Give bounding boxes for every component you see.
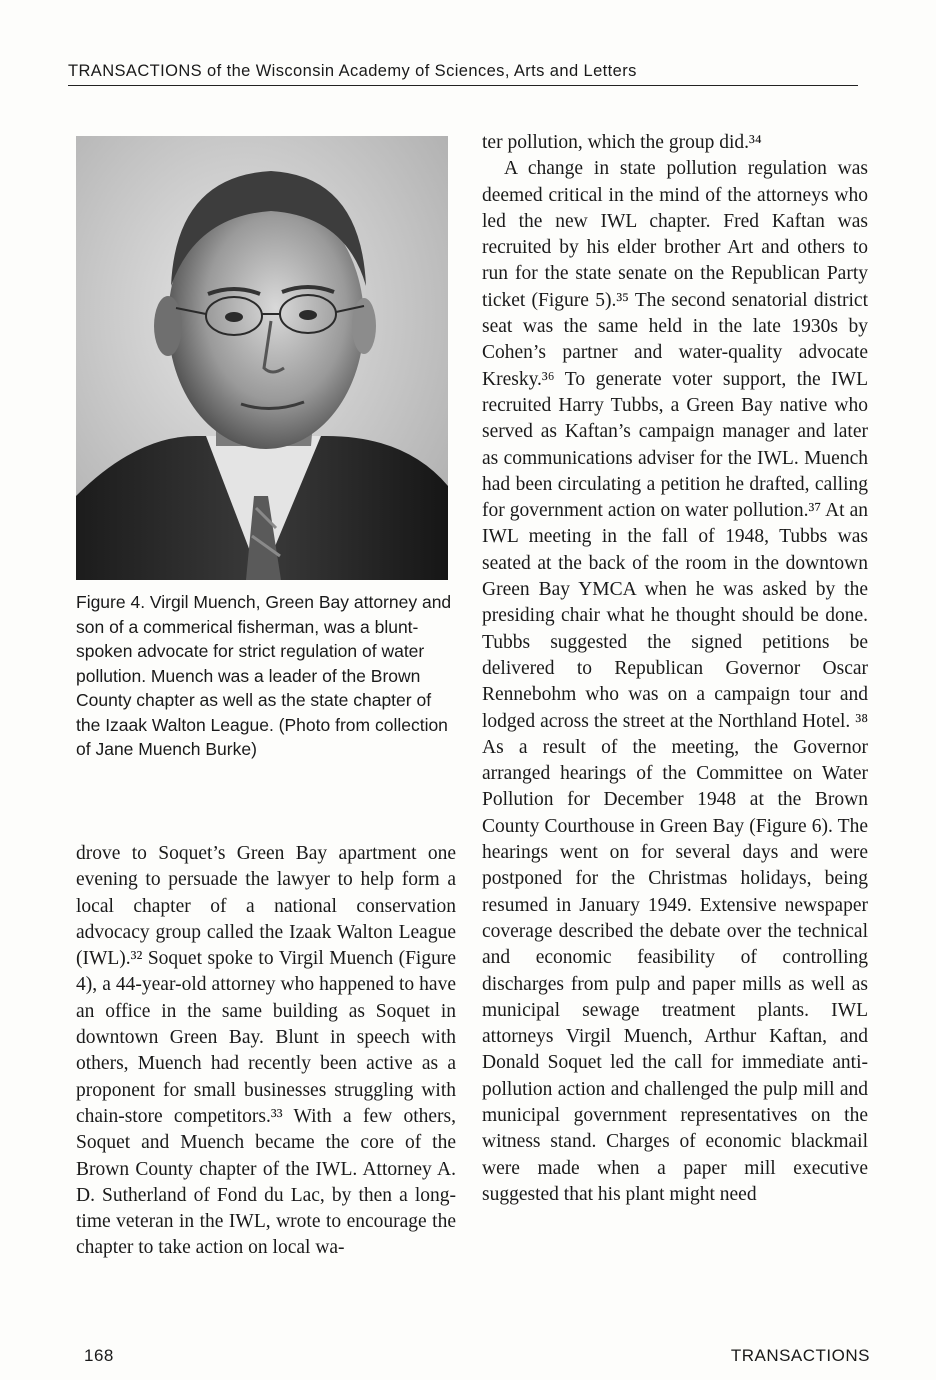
portrait-photo [76,136,448,580]
body-paragraph: ter pollution, which the group did.³⁴ [482,132,762,153]
figure-caption: Figure 4. Virgil Muench, Green Bay attorney and son of a commerical fisherman, was a blunt-spoken advocate for strict regulation of water pollution. Muench was a leader of the Brown County chapter as well as the state chapter of the Izaak Walton League. (Photo from collection of Jane Muench Burke) [76,592,452,759]
running-head: TRANSACTIONS of the Wisconsin Academy of Sciences, Arts and Letters [68,62,858,86]
page-number: 168 [84,1346,114,1365]
journal-name: TRANSACTIONS [730,1346,870,1365]
right-column [482,130,868,1208]
left-column [76,841,456,1262]
body-paragraph: drove to Soquet’s Green Bay apartment one evening to persuade the lawyer to help form a local chapter of a national conservation advocacy group called the Izaak Walton League (IWL).³² Soquet spoke to Virgil Muench (Figure 4), a 44-year-old attorney who happened to have an office in the same building as Soquet in downtown Green Bay. Blunt in speech with others, Muench had recently been active as a proponent for small businesses struggling with chain-store competitors.³³ With a few others, Soquet and Muench became the core of the Brown County chapter of the IWL. Attorney A. D. Sutherland of Fond du Lac, by then a long-time veteran in the IWL, wrote to encourage the chapter to take action on local wa- [76,843,456,1259]
body-paragraph: A change in state pollution regulation was deemed critical in the mind of the attorneys who led the new IWL chapter. Fred Kaftan was recruited by his elder brother Art and others to run for the state senate on the Republican Party ticket (Figure 5).³⁵ The second senatorial district seat was the same held in the late 1930s by Cohen’s partner and water-quality advocate Kresky.³⁶ To generate voter support, the IWL recruited Harry Tubbs, a Green Bay native who served as Kaftan’s campaign manager and later as communications adviser for the IWL. Muench had been circulating a petition he drafted, calling for government action on water pollution.³⁷ At an IWL meeting in the fall of 1948, Tubbs was seated at the back of the room in the downtown Green Bay YMCA when he was asked by the presiding chair what he thought should be done. Tubbs suggested the signed petitions be delivered to Republican Governor Oscar Rennebohm who was on a campaign tour and lodged across the street at the Northland Hotel. ³⁸ As a result of the meeting, the Governor arranged hearings of the Committee on Water Pollution for December 1948 at the Brown County Courthouse in Green Bay (Figure 6). The hearings went on for several days and were postponed for the Christmas holidays, being resumed in January 1949. Extensive newspaper coverage described the debate over the technical and economic feasibility of controlling discharges from pulp and paper mills as well as municipal sewage treatment plants. IWL attorneys Virgil Muench, Arthur Kaftan, and Donald Soquet led the call for immediate anti-pollution action and challenged the pulp mill and municipal government representatives on the witness stand. Charges of economic blackmail were made when a paper mill executive suggested that his plant might need [482,158,868,1205]
